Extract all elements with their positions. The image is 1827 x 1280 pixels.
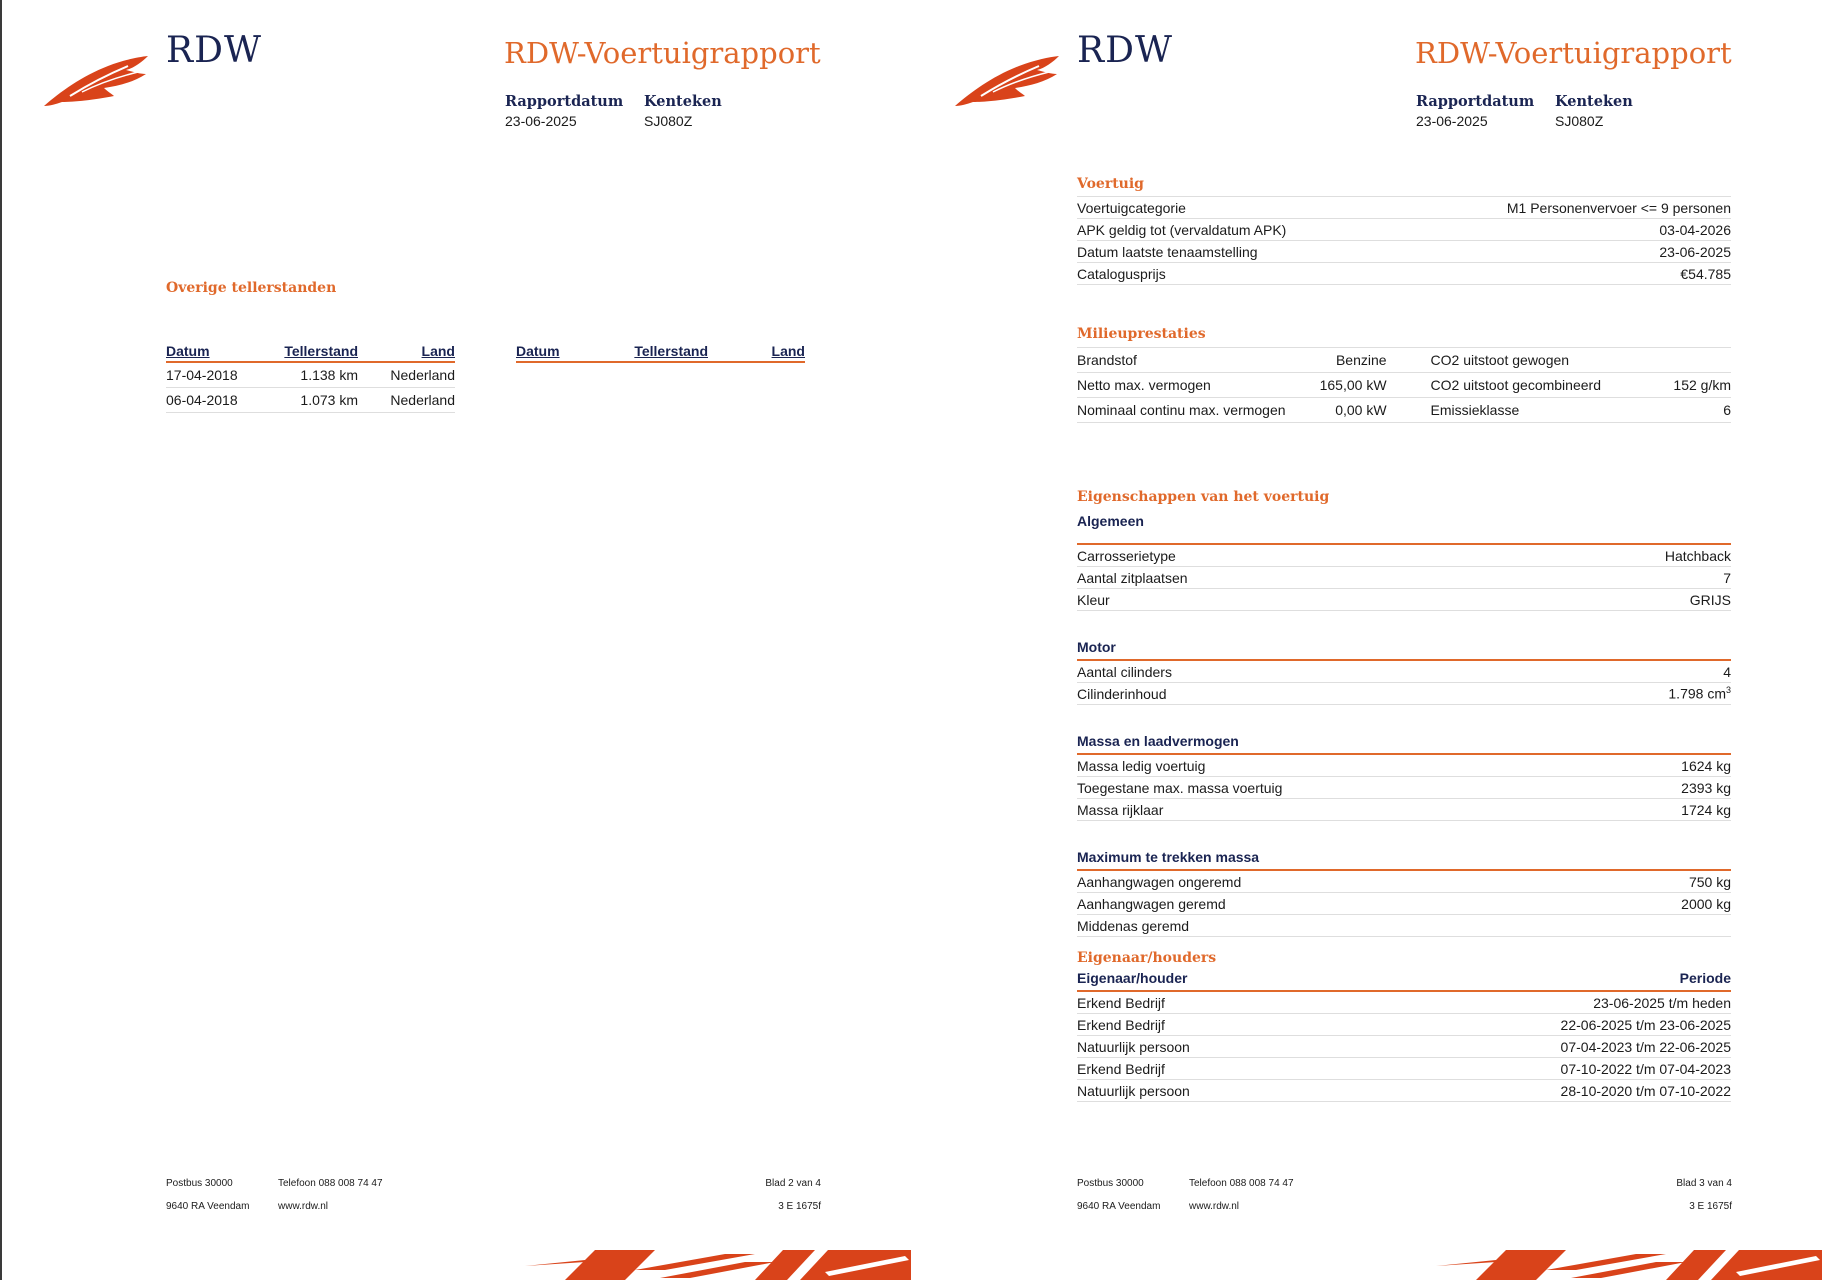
owner-type: Erkend Bedrijf bbox=[1077, 992, 1338, 1014]
page-2 bbox=[0, 0, 911, 1280]
row-label: Cilinderinhoud bbox=[1077, 683, 1471, 705]
general-table bbox=[1077, 545, 1731, 611]
cell-country: Nederland bbox=[358, 362, 455, 388]
subsection-engine: Motor bbox=[1077, 639, 1731, 661]
col-country: Land bbox=[358, 340, 455, 362]
table-row bbox=[1077, 1036, 1731, 1058]
owner-period: 23-06-2025 t/m heden bbox=[1338, 992, 1732, 1014]
table-row bbox=[1077, 589, 1731, 611]
mass-table bbox=[1077, 755, 1731, 821]
env-value bbox=[1658, 348, 1731, 373]
table-row bbox=[1077, 398, 1731, 423]
footer-page-number: Blad 2 van 4 bbox=[765, 1178, 821, 1189]
environment-section bbox=[1077, 326, 1731, 423]
table-row bbox=[1077, 197, 1731, 219]
table-row bbox=[1077, 777, 1731, 799]
footer-postbus: Postbus 30000 bbox=[1077, 1178, 1144, 1189]
owner-type: Natuurlijk persoon bbox=[1077, 1080, 1338, 1102]
section-title-environment: Milieuprestaties bbox=[1077, 326, 1731, 348]
displacement-value: 1.798 cm bbox=[1668, 685, 1726, 702]
footer-address: 9640 RA Veendam bbox=[1077, 1201, 1161, 1212]
environment-table bbox=[1077, 348, 1731, 423]
table-row bbox=[1077, 241, 1731, 263]
row-value: 4 bbox=[1471, 661, 1731, 683]
table-row bbox=[1077, 348, 1731, 373]
report-date-label: Rapportdatum bbox=[1416, 93, 1535, 110]
footer-postbus: Postbus 30000 bbox=[166, 1178, 233, 1189]
owner-type: Erkend Bedrijf bbox=[1077, 1058, 1338, 1080]
footer-website[interactable]: www.rdw.nl bbox=[278, 1201, 329, 1212]
owner-period: 07-04-2023 t/m 22-06-2025 bbox=[1338, 1036, 1732, 1058]
vehicle-section bbox=[1077, 176, 1731, 285]
table-row bbox=[166, 388, 455, 413]
env-label: Emissieklasse bbox=[1387, 398, 1659, 423]
logo-text: RDW bbox=[1077, 30, 1173, 71]
footer-website[interactable]: www.rdw.nl bbox=[1189, 1201, 1240, 1212]
owner-period: 22-06-2025 t/m 23-06-2025 bbox=[1338, 1014, 1732, 1036]
owner-type: Erkend Bedrijf bbox=[1077, 1014, 1338, 1036]
row-label: Kleur bbox=[1077, 589, 1486, 611]
row-value: 7 bbox=[1486, 567, 1731, 589]
env-value: 165,00 kW bbox=[1286, 373, 1387, 398]
row-label: Carrosserietype bbox=[1077, 545, 1486, 567]
report-date: 23-06-2025 bbox=[1416, 113, 1488, 129]
row-label: Datum laatste tenaamstelling bbox=[1077, 241, 1393, 263]
logo-text: RDW bbox=[166, 30, 262, 71]
table-row bbox=[166, 362, 455, 388]
row-label: Aantal zitplaatsen bbox=[1077, 567, 1486, 589]
odometer-table-right bbox=[516, 340, 805, 363]
table-row bbox=[1077, 1058, 1731, 1080]
table-row bbox=[1077, 992, 1731, 1014]
row-label: Catalogusprijs bbox=[1077, 263, 1393, 285]
owners-header-row bbox=[1077, 970, 1731, 992]
footer-stripes-decoration bbox=[1436, 1248, 1822, 1280]
towing-table bbox=[1077, 871, 1731, 937]
row-value: GRIJS bbox=[1486, 589, 1731, 611]
row-value: 2000 kg bbox=[1579, 893, 1731, 915]
table-row bbox=[1077, 545, 1731, 567]
cell-odometer: 1.138 km bbox=[261, 362, 358, 388]
env-label: Brandstof bbox=[1077, 348, 1286, 373]
col-odometer: Tellerstand bbox=[261, 340, 358, 362]
table-header-row bbox=[516, 340, 805, 362]
footer-stripes-decoration bbox=[525, 1248, 911, 1280]
footer-code: 3 E 1675f bbox=[778, 1201, 821, 1212]
row-value: 03-04-2026 bbox=[1393, 219, 1731, 241]
section-title-vehicle: Voertuig bbox=[1077, 176, 1731, 197]
row-label: APK geldig tot (vervaldatum APK) bbox=[1077, 219, 1393, 241]
rdw-logo-icon bbox=[953, 52, 1061, 110]
table-row bbox=[1077, 373, 1731, 398]
footer-phone: Telefoon 088 008 74 47 bbox=[278, 1178, 383, 1189]
cell-date: 17-04-2018 bbox=[166, 362, 261, 388]
section-title-properties: Eigenschappen van het voertuig bbox=[1077, 489, 1330, 505]
report-title: RDW-Voertuigrapport bbox=[504, 36, 821, 70]
env-value: 6 bbox=[1658, 398, 1731, 423]
env-label: CO2 uitstoot gewogen bbox=[1387, 348, 1659, 373]
row-label: Middenas geremd bbox=[1077, 915, 1579, 937]
properties-section bbox=[1077, 489, 1731, 937]
row-label: Aantal cilinders bbox=[1077, 661, 1471, 683]
report-date-label: Rapportdatum bbox=[505, 93, 624, 110]
table-row bbox=[1077, 755, 1731, 777]
env-label: CO2 uitstoot gecombineerd bbox=[1387, 373, 1659, 398]
row-label: Massa ledig voertuig bbox=[1077, 755, 1603, 777]
table-header-row bbox=[166, 340, 455, 362]
table-row bbox=[1077, 567, 1731, 589]
col-owner: Eigenaar/houder bbox=[1077, 970, 1188, 986]
engine-table bbox=[1077, 661, 1731, 705]
cell-odometer: 1.073 km bbox=[261, 388, 358, 413]
row-value: Hatchback bbox=[1486, 545, 1731, 567]
footer-code: 3 E 1675f bbox=[1689, 1201, 1732, 1212]
row-value: 750 kg bbox=[1579, 871, 1731, 893]
plate-value: SJ080Z bbox=[1555, 113, 1604, 129]
row-value bbox=[1471, 683, 1731, 705]
table-row bbox=[1077, 219, 1731, 241]
row-value: 2393 kg bbox=[1603, 777, 1731, 799]
footer-address: 9640 RA Veendam bbox=[166, 1201, 250, 1212]
table-row bbox=[1077, 871, 1731, 893]
footer-phone: Telefoon 088 008 74 47 bbox=[1189, 1178, 1294, 1189]
row-label: Voertuigcategorie bbox=[1077, 197, 1393, 219]
row-label: Aanhangwagen ongeremd bbox=[1077, 871, 1579, 893]
subsection-mass: Massa en laadvermogen bbox=[1077, 733, 1731, 755]
subsection-general: Algemeen bbox=[1077, 513, 1731, 545]
page-3 bbox=[911, 0, 1822, 1280]
table-row bbox=[1077, 661, 1731, 683]
owner-period: 07-10-2022 t/m 07-04-2023 bbox=[1338, 1058, 1732, 1080]
col-date: Datum bbox=[166, 340, 261, 362]
row-value bbox=[1579, 915, 1731, 937]
env-label: Nominaal continu max. vermogen bbox=[1077, 398, 1286, 423]
owner-period: 28-10-2020 t/m 07-10-2022 bbox=[1338, 1080, 1732, 1102]
col-period: Periode bbox=[1679, 970, 1731, 986]
env-label: Netto max. vermogen bbox=[1077, 373, 1286, 398]
owner-type: Natuurlijk persoon bbox=[1077, 1036, 1338, 1058]
section-title-owners: Eigenaar/houders bbox=[1077, 950, 1217, 966]
row-value: M1 Personenvervoer <= 9 personen bbox=[1393, 197, 1731, 219]
row-value: 1724 kg bbox=[1603, 799, 1731, 821]
row-value: 23-06-2025 bbox=[1393, 241, 1731, 263]
table-row bbox=[1077, 1014, 1731, 1036]
owners-section bbox=[1077, 950, 1731, 1102]
col-date: Datum bbox=[516, 340, 611, 362]
odometer-table-left bbox=[166, 340, 455, 413]
displacement-unit-sup: 3 bbox=[1725, 685, 1731, 696]
row-label: Toegestane max. massa voertuig bbox=[1077, 777, 1603, 799]
row-label: Aanhangwagen geremd bbox=[1077, 893, 1579, 915]
env-value: 152 g/km bbox=[1658, 373, 1731, 398]
row-label: Massa rijklaar bbox=[1077, 799, 1603, 821]
owners-table bbox=[1077, 992, 1731, 1102]
footer-page-number: Blad 3 van 4 bbox=[1676, 1178, 1732, 1189]
table-row bbox=[1077, 683, 1731, 705]
plate-label: Kenteken bbox=[1555, 93, 1633, 110]
env-value: 0,00 kW bbox=[1286, 398, 1387, 423]
report-title: RDW-Voertuigrapport bbox=[1415, 36, 1732, 70]
cell-date: 06-04-2018 bbox=[166, 388, 261, 413]
vehicle-table bbox=[1077, 197, 1731, 285]
env-value: Benzine bbox=[1286, 348, 1387, 373]
table-row bbox=[1077, 915, 1731, 937]
section-title-odometer: Overige tellerstanden bbox=[166, 280, 337, 296]
report-date: 23-06-2025 bbox=[505, 113, 577, 129]
table-row bbox=[1077, 799, 1731, 821]
table-row bbox=[1077, 263, 1731, 285]
row-value: €54.785 bbox=[1393, 263, 1731, 285]
subsection-towing: Maximum te trekken massa bbox=[1077, 849, 1731, 871]
row-value: 1624 kg bbox=[1603, 755, 1731, 777]
cell-country: Nederland bbox=[358, 388, 455, 413]
col-country: Land bbox=[708, 340, 805, 362]
table-row bbox=[1077, 1080, 1731, 1102]
rdw-logo-icon bbox=[42, 52, 150, 110]
plate-label: Kenteken bbox=[644, 93, 722, 110]
col-odometer: Tellerstand bbox=[611, 340, 708, 362]
table-row bbox=[1077, 893, 1731, 915]
plate-value: SJ080Z bbox=[644, 113, 693, 129]
